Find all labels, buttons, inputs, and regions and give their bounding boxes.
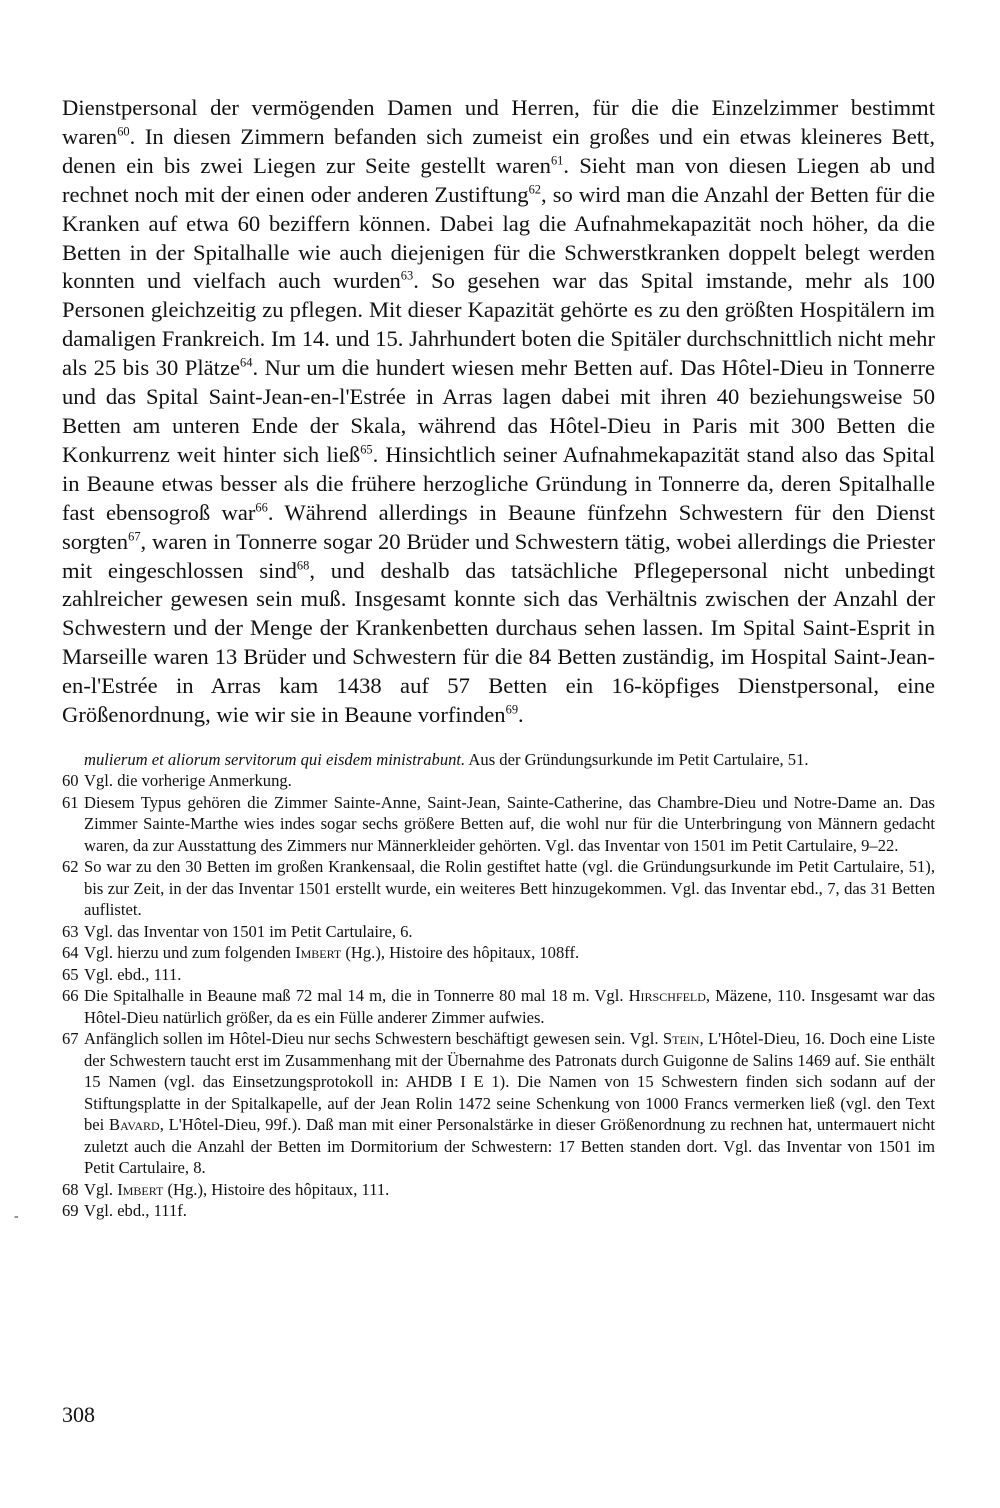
footnote-reference: 69: [505, 702, 519, 717]
footnote-text: [84, 792, 935, 857]
footnote-number: 68: [62, 1179, 79, 1199]
body-text-segment: , waren in Tonnerre sogar 20 Brüder und Schwestern tätig, wobei allerdings die Priester mit eingeschlossen sind: [62, 528, 935, 583]
body-text-segment: Dienstpersonal der vermögenden Damen und Herren, für die die Einzelzimmer bestimmt waren: [62, 95, 935, 149]
footnotes-section: [62, 749, 935, 1222]
footnote-text-part: (Hg.), Histoire des hôpitaux, 111.: [163, 1179, 390, 1199]
footnote-66: [62, 985, 935, 1028]
footnote-text: [84, 1179, 935, 1201]
footnote-63: [62, 921, 935, 943]
footnote-number: 61: [62, 792, 79, 812]
footnote-reference: 67: [128, 529, 141, 544]
body-paragraph: [62, 94, 935, 730]
footnote-reference: 68: [296, 557, 310, 572]
footnote-reference: 61: [550, 153, 564, 168]
footnote-text: [84, 942, 935, 964]
body-text-segment: . Während allerdings in Beaune fünfzehn Schwestern für den Dienst sorgten: [62, 499, 935, 554]
body-text-segment: . Sieht man von diesen Liegen ab und rechnet noch mit der einen oder anderen Zustiftung: [62, 152, 935, 207]
footnote-69: [62, 1200, 935, 1222]
footnote-text-part: (Hg.), Histoire des hôpitaux, 108ff.: [341, 943, 580, 963]
footnote-continuation-text: Aus der Gründungsurkunde im Petit Cartulaire, 51.: [465, 749, 809, 769]
body-text-segment: , so wird man die Anzahl der Betten für die Kranken auf etwa 60 beziffern können. Dabei lag die Aufnahmekapazität noch höher, da die Betten in der Spitalhalle wie auch diejenigen für die Schwerstkranken doppelt belegt werden konnten und vielfach auch wurden: [62, 181, 936, 294]
footnote-reference: 65: [360, 442, 373, 457]
footnote-text-part: Vgl. die vorherige Anmerkung.: [84, 771, 292, 791]
footnote-text: [84, 770, 935, 792]
footnote-continuation-latin: mulierum et aliorum servitorum qui eisdem ministrabunt.: [84, 749, 466, 769]
footnote-reference: 60: [117, 124, 130, 139]
footnote-60: [62, 770, 935, 792]
footnote-67: [62, 1028, 935, 1179]
footnote-text-part: , Mäzene, 110. Insgesamt war das Hôtel-Dieu natürlich größer, da es ein Fülle anderer Zimmer aufwies.: [84, 986, 935, 1027]
footnote-continuation: [62, 749, 935, 771]
footnote-text: [84, 921, 935, 943]
footnote-text: [84, 985, 935, 1028]
body-text-segment: .: [518, 702, 524, 728]
footnote-number: 67: [62, 1029, 79, 1049]
footnote-65: [62, 964, 935, 986]
footnote-text-part: , L'Hôtel-Dieu, 16. Doch eine Liste der Schwestern taucht erst im Zusammenhang mit der Übernahme des Patronats durch Guigonne de Salins 1469 auf. Sie enthält 15 Namen (vgl. das Einsetzungsprotokoll in: AHDB I E 1). Die Namen von 15 Schwestern finden sich sodann auf der Stiftungsplatte in der Spitalkapelle, auf der Jean Rolin 1472 seine Schenkung von 1000 Francs vermerken ließ (vgl. den Text bei: [84, 1029, 935, 1135]
body-text-segment: , und deshalb das tatsächliche Pflegepersonal nicht unbedingt zahlreicher gewesen sein muß. Insgesamt konnte sich das Verhältnis zwischen der Anzahl der Schwestern und der Menge der Krankenbetten durchaus sehen lassen. Im Spital Saint-Esprit in Marseille waren 13 Brüder und Schwestern für die 84 Betten zuständig, im Hospital Saint-Jean-en-l'Estrée in Arras kam 1438 auf 57 Betten ein 16-köpfiges Dienstpersonal, eine Größenordnung, wie wir sie in Beaune vorfinden: [62, 557, 936, 728]
author-name: Imbert: [117, 1179, 164, 1199]
body-text-segment: . Hinsichtlich seiner Aufnahmekapazität stand also das Spital in Beaune etwas besser als die frühere herzogliche Gründung in Tonnerre da, deren Spitalhalle fast ebensogroß war: [62, 441, 935, 525]
footnote-text: [84, 856, 935, 921]
footnote-text-part: Vgl. hierzu und zum folgenden: [84, 943, 296, 963]
footnote-text-part: Vgl. ebd., 111.: [84, 964, 182, 984]
margin-mark: -: [14, 1209, 19, 1224]
footnote-text: [84, 1200, 935, 1222]
body-text-segment: . Nur um die hundert wiesen mehr Betten auf. Das Hôtel-Dieu in Tonnerre und das Spital Saint-Jean-en-l'Estrée in Arras lagen dabei mit ihren 40 beziehungsweise 50 Betten am unteren Ende der Skala, während das Hôtel-Dieu in Paris mit 300 Betten die Konkurrenz weit hinter sich ließ: [62, 355, 936, 467]
footnote-number: 69: [62, 1201, 79, 1221]
footnote-text: [84, 1028, 935, 1179]
author-name: Hirschfeld: [628, 986, 706, 1006]
author-name: Stein: [662, 1029, 700, 1049]
footnote-text-part: Diesem Typus gehören die Zimmer Sainte-Anne, Saint-Jean, Sainte-Catherine, das Chambre-Dieu und Notre-Dame an. Das Zimmer Sainte-Marthe wies indes sogar sechs größere Betten auf, die wohl nur für die Unterbringung von Männern gedacht waren, da zur Ausstattung des Zimmers nur Männerkleider gehörten. Vgl. das Inventar von 1501 im Petit Cartulaire, 9–22.: [84, 792, 935, 855]
body-text-segment: . In diesen Zimmern befanden sich zumeist ein großes und ein etwas kleineres Bett, denen ein bis zwei Liegen zur Seite gestellt waren: [62, 123, 935, 178]
footnote-number: 64: [62, 943, 79, 963]
footnote-reference: 62: [528, 182, 541, 197]
footnote-reference: 66: [255, 500, 268, 515]
footnote-number: 62: [62, 857, 79, 877]
footnote-text-part: Anfänglich sollen im Hôtel-Dieu nur sechs Schwestern beschäftigt gewesen sein. Vgl.: [84, 1029, 663, 1049]
footnote-text-part: So war zu den 30 Betten im großen Krankensaal, die Rolin gestiftet hatte (vgl. die Gründungsurkunde im Petit Cartulaire, 51), bis zur Zeit, in der das Inventar 1501 erstellt wurde, ein weiteres Bett hinzugekommen. Vgl. das Inventar ebd., 7, das 31 Betten auflistet.: [84, 857, 935, 920]
author-name: Imbert: [295, 943, 342, 963]
footnote-text: [84, 964, 935, 986]
page-number: 308: [62, 1402, 95, 1427]
footnote-number: 63: [62, 921, 79, 941]
footnote-61: [62, 792, 935, 857]
footnote-number: 66: [62, 986, 79, 1006]
page-content: [62, 94, 935, 1222]
footnote-text-part: Die Spitalhalle in Beaune maß 72 mal 14 m, die in Tonnerre 80 mal 18 m. Vgl.: [84, 986, 629, 1006]
footnote-number: 60: [62, 771, 79, 791]
footnote-62: [62, 856, 935, 921]
body-text-segment: . So gesehen war das Spital imstande, mehr als 100 Personen gleichzeitig zu pflegen. Mit dieser Kapazität gehörte es zu den größten Hospitälern im damaligen Frankreich. Im 14. und 15. Jahrhundert boten die Spitäler durchschnittlich nicht mehr als 25 bis 30 Plätze: [62, 268, 935, 381]
footnote-text-part: Vgl. das Inventar von 1501 im Petit Cartulaire, 6.: [84, 921, 413, 941]
footnote-reference: 64: [240, 355, 253, 370]
footnote-text-part: , L'Hôtel-Dieu, 99f.). Daß man mit einer Personalstärke in dieser Größenordnung zu rechnen hat, untermauert nicht zuletzt auch die Anzahl der Betten im Dormitorium der Schwestern: 17 Betten standen dort. Vgl. das Inventar von 1501 im Petit Cartulaire, 8.: [84, 1115, 935, 1178]
author-name: Bavard: [109, 1115, 160, 1135]
footnote-text-part: Vgl. ebd., 111f.: [84, 1201, 187, 1221]
footnote-64: [62, 942, 935, 964]
footnote-text-part: Vgl.: [84, 1179, 118, 1199]
footnote-number: 65: [62, 964, 79, 984]
footnote-reference: 63: [400, 268, 414, 283]
footnote-68: [62, 1179, 935, 1201]
